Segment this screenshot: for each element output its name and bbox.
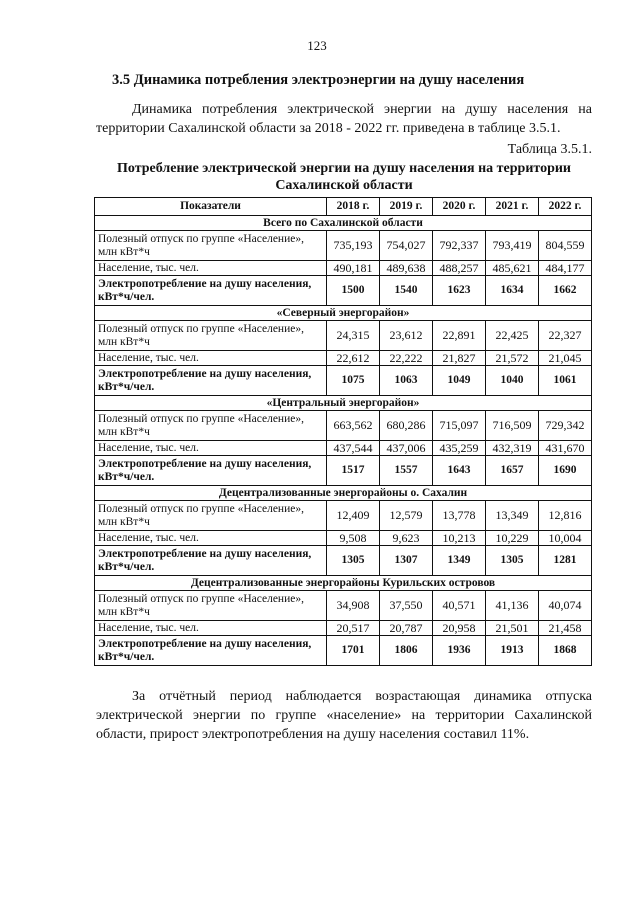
row-label: Население, тыс. чел. bbox=[95, 261, 327, 276]
row-value: 21,458 bbox=[539, 621, 592, 636]
row-value: 40,074 bbox=[539, 591, 592, 621]
table-row-per-capita bbox=[95, 456, 592, 486]
row-value: 10,213 bbox=[433, 531, 486, 546]
row-value: 22,327 bbox=[539, 321, 592, 351]
row-value: 1662 bbox=[539, 276, 592, 306]
row-label: Электропотребление на душу населения, кВт*ч/чел. bbox=[95, 276, 327, 306]
row-value: 10,004 bbox=[539, 531, 592, 546]
row-value: 1936 bbox=[433, 636, 486, 666]
header-2020: 2020 г. bbox=[433, 198, 486, 216]
table-number: Таблица 3.5.1. bbox=[507, 142, 592, 157]
row-value: 435,259 bbox=[433, 441, 486, 456]
row-value: 1063 bbox=[380, 366, 433, 396]
header-2022: 2022 г. bbox=[539, 198, 592, 216]
row-value: 1701 bbox=[327, 636, 380, 666]
consumption-table bbox=[94, 197, 592, 666]
row-value: 792,337 bbox=[433, 231, 486, 261]
row-label: Население, тыс. чел. bbox=[95, 351, 327, 366]
table-title-line-2: Сахалинской области bbox=[275, 178, 413, 193]
row-label: Полезный отпуск по группе «Население», млн кВт*ч bbox=[95, 501, 327, 531]
row-value: 754,027 bbox=[380, 231, 433, 261]
row-value: 12,579 bbox=[380, 501, 433, 531]
row-value: 663,562 bbox=[327, 411, 380, 441]
row-value: 20,787 bbox=[380, 621, 433, 636]
table-row-population bbox=[95, 351, 592, 366]
row-value: 1634 bbox=[486, 276, 539, 306]
row-value: 24,315 bbox=[327, 321, 380, 351]
row-value: 680,286 bbox=[380, 411, 433, 441]
row-value: 1307 bbox=[380, 546, 433, 576]
row-label: Электропотребление на душу населения, кВт*ч/чел. bbox=[95, 456, 327, 486]
header-2021: 2021 г. bbox=[486, 198, 539, 216]
row-value: 20,517 bbox=[327, 621, 380, 636]
row-value: 37,550 bbox=[380, 591, 433, 621]
group-title: «Центральный энергорайон» bbox=[95, 396, 592, 411]
row-value: 735,193 bbox=[327, 231, 380, 261]
table-row-per-capita bbox=[95, 276, 592, 306]
table-row-population bbox=[95, 261, 592, 276]
group-title: Децентрализованные энергорайоны о. Сахалин bbox=[95, 486, 592, 501]
row-label: Полезный отпуск по группе «Население», млн кВт*ч bbox=[95, 591, 327, 621]
row-value: 9,508 bbox=[327, 531, 380, 546]
row-label: Население, тыс. чел. bbox=[95, 441, 327, 456]
row-value: 1075 bbox=[327, 366, 380, 396]
row-label: Электропотребление на душу населения, кВт*ч/чел. bbox=[95, 546, 327, 576]
row-value: 716,509 bbox=[486, 411, 539, 441]
row-value: 1517 bbox=[327, 456, 380, 486]
row-label: Полезный отпуск по группе «Население», млн кВт*ч bbox=[95, 231, 327, 261]
row-value: 729,342 bbox=[539, 411, 592, 441]
row-label: Полезный отпуск по группе «Население», млн кВт*ч bbox=[95, 411, 327, 441]
row-value: 12,816 bbox=[539, 501, 592, 531]
table-row-per-capita bbox=[95, 636, 592, 666]
row-value: 490,181 bbox=[327, 261, 380, 276]
table-title bbox=[96, 160, 592, 194]
row-value: 9,623 bbox=[380, 531, 433, 546]
row-value: 489,638 bbox=[380, 261, 433, 276]
row-value: 1690 bbox=[539, 456, 592, 486]
group-row bbox=[95, 576, 592, 591]
row-value: 22,222 bbox=[380, 351, 433, 366]
row-value: 23,612 bbox=[380, 321, 433, 351]
row-value: 21,827 bbox=[433, 351, 486, 366]
row-value: 34,908 bbox=[327, 591, 380, 621]
section-heading: 3.5 Динамика потребления электроэнергии на душу населения bbox=[112, 72, 525, 88]
row-value: 485,621 bbox=[486, 261, 539, 276]
row-value: 22,425 bbox=[486, 321, 539, 351]
table-row-supply bbox=[95, 411, 592, 441]
row-value: 20,958 bbox=[433, 621, 486, 636]
row-value: 488,257 bbox=[433, 261, 486, 276]
table-row-supply bbox=[95, 321, 592, 351]
group-row bbox=[95, 486, 592, 501]
header-2019: 2019 г. bbox=[380, 198, 433, 216]
table-row-per-capita bbox=[95, 546, 592, 576]
table-row-supply bbox=[95, 231, 592, 261]
row-label: Полезный отпуск по группе «Население», млн кВт*ч bbox=[95, 321, 327, 351]
row-value: 715,097 bbox=[433, 411, 486, 441]
row-label: Население, тыс. чел. bbox=[95, 621, 327, 636]
row-value: 1305 bbox=[327, 546, 380, 576]
table-body bbox=[95, 216, 592, 666]
row-value: 437,544 bbox=[327, 441, 380, 456]
group-title: «Северный энергорайон» bbox=[95, 306, 592, 321]
table-row-per-capita bbox=[95, 366, 592, 396]
row-value: 484,177 bbox=[539, 261, 592, 276]
row-value: 1643 bbox=[433, 456, 486, 486]
group-title: Всего по Сахалинской области bbox=[95, 216, 592, 231]
row-value: 1657 bbox=[486, 456, 539, 486]
row-label: Электропотребление на душу населения, кВт*ч/чел. bbox=[95, 636, 327, 666]
intro-paragraph: Динамика потребления электрической энергии на душу населения на территории Сахалинской области за 2018 - 2022 гг. приведена в таблице 3.5.1. bbox=[96, 102, 592, 136]
row-value: 13,778 bbox=[433, 501, 486, 531]
row-value: 21,572 bbox=[486, 351, 539, 366]
row-value: 1913 bbox=[486, 636, 539, 666]
group-row bbox=[95, 306, 592, 321]
row-value: 1806 bbox=[380, 636, 433, 666]
row-value: 431,670 bbox=[539, 441, 592, 456]
table-row-supply bbox=[95, 501, 592, 531]
row-value: 1868 bbox=[539, 636, 592, 666]
row-value: 1049 bbox=[433, 366, 486, 396]
row-value: 1500 bbox=[327, 276, 380, 306]
row-value: 1623 bbox=[433, 276, 486, 306]
page-number: 123 bbox=[307, 38, 327, 53]
table-row-population bbox=[95, 531, 592, 546]
table-title-line-1: Потребление электрической энергии на душу населения на территории bbox=[116, 161, 571, 176]
row-value: 1540 bbox=[380, 276, 433, 306]
group-row bbox=[95, 396, 592, 411]
row-value: 1061 bbox=[539, 366, 592, 396]
group-row bbox=[95, 216, 592, 231]
row-value: 22,612 bbox=[327, 351, 380, 366]
row-value: 10,229 bbox=[486, 531, 539, 546]
row-value: 793,419 bbox=[486, 231, 539, 261]
row-value: 1557 bbox=[380, 456, 433, 486]
row-value: 804,559 bbox=[539, 231, 592, 261]
row-value: 12,409 bbox=[327, 501, 380, 531]
header-indicators: Показатели bbox=[95, 198, 327, 216]
row-value: 1349 bbox=[433, 546, 486, 576]
row-value: 437,006 bbox=[380, 441, 433, 456]
group-title: Децентрализованные энергорайоны Курильских островов bbox=[95, 576, 592, 591]
row-value: 22,891 bbox=[433, 321, 486, 351]
row-label: Электропотребление на душу населения, кВт*ч/чел. bbox=[95, 366, 327, 396]
row-value: 13,349 bbox=[486, 501, 539, 531]
row-label: Население, тыс. чел. bbox=[95, 531, 327, 546]
row-value: 41,136 bbox=[486, 591, 539, 621]
table-row-supply bbox=[95, 591, 592, 621]
row-value: 1281 bbox=[539, 546, 592, 576]
row-value: 1040 bbox=[486, 366, 539, 396]
header-2018: 2018 г. bbox=[327, 198, 380, 216]
row-value: 21,501 bbox=[486, 621, 539, 636]
table-row-population bbox=[95, 621, 592, 636]
row-value: 21,045 bbox=[539, 351, 592, 366]
conclusion-paragraph: За отчётный период наблюдается возрастающая динамика отпуска электрической энергии по группе «население» на территории Сахалинской области, прирост электропотребления на душу населения составил 11%. bbox=[96, 689, 592, 742]
table-row-population bbox=[95, 441, 592, 456]
row-value: 432,319 bbox=[486, 441, 539, 456]
row-value: 1305 bbox=[486, 546, 539, 576]
row-value: 40,571 bbox=[433, 591, 486, 621]
table-header-row bbox=[95, 198, 592, 216]
